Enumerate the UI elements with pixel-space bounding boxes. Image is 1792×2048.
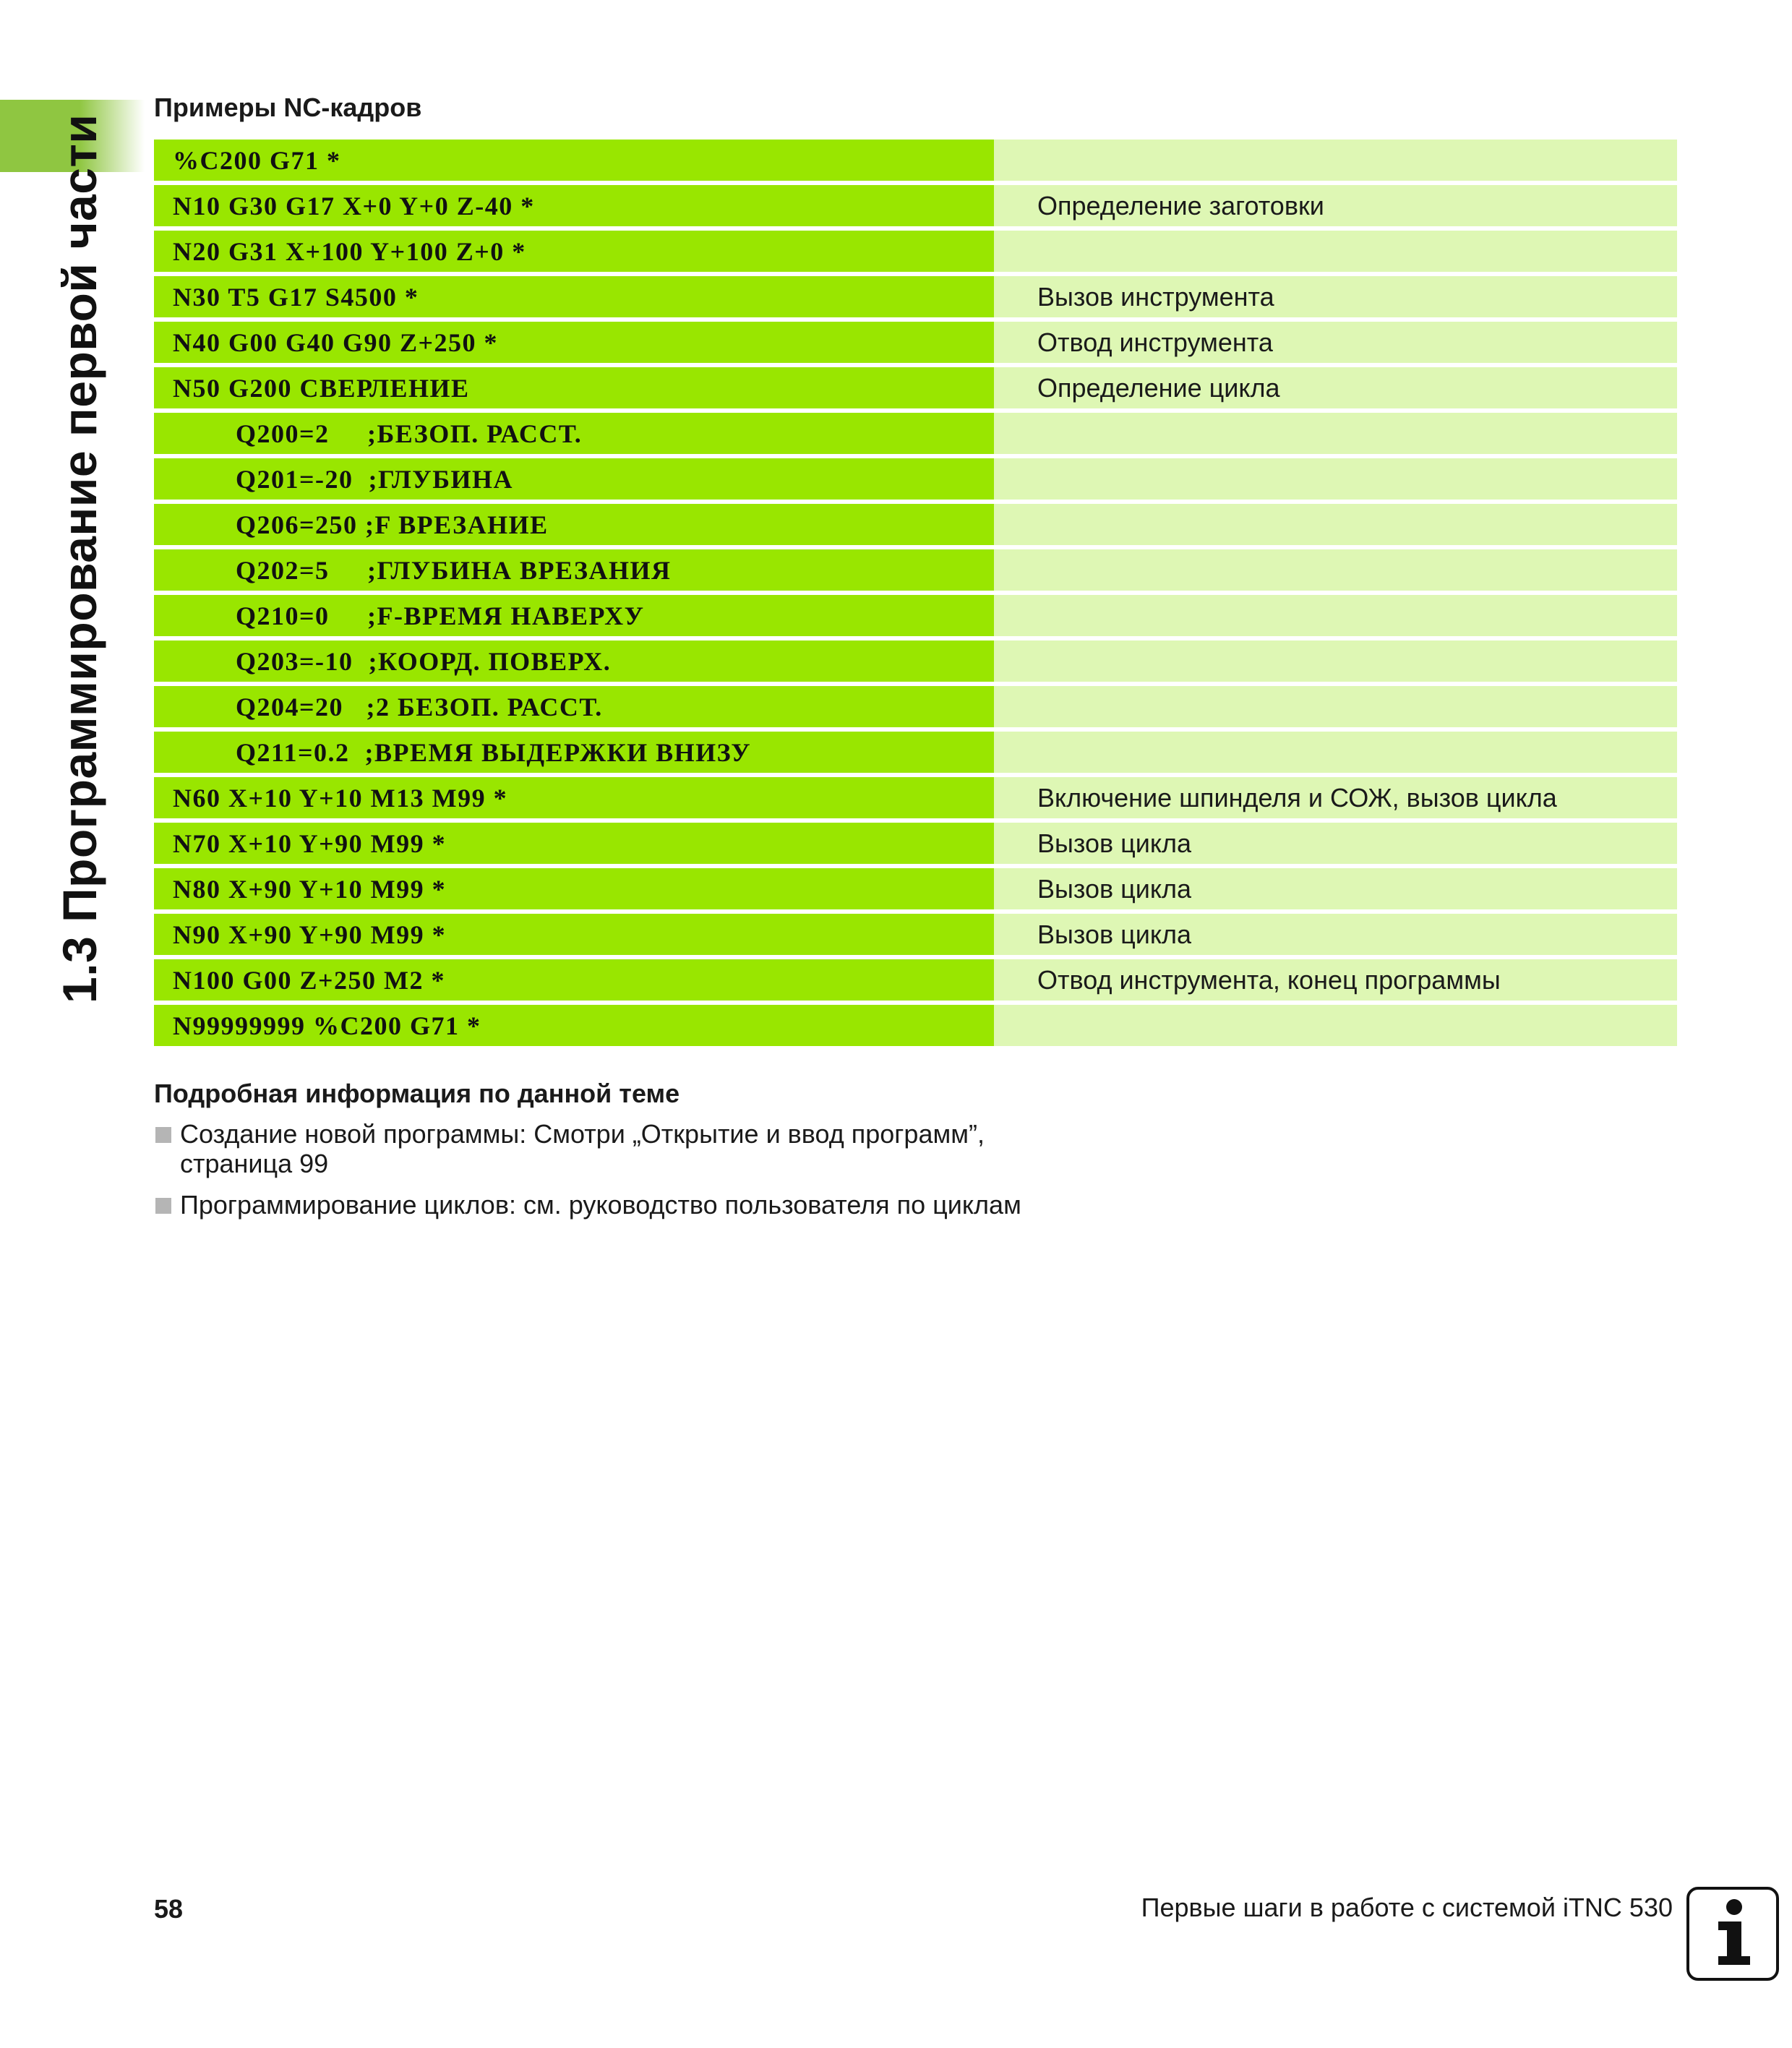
table-row (154, 595, 1677, 636)
nc-comment-cell (994, 504, 1677, 545)
nc-code-cell: N80 X+90 Y+10 M99 * (154, 868, 994, 909)
nc-comment-cell (994, 549, 1677, 591)
nc-comment-cell (994, 458, 1677, 500)
table-row (154, 959, 1677, 1001)
nc-comment-cell: Определение цикла (994, 367, 1677, 408)
nc-code-cell: Q204=20 ;2 БЕЗОП. РАССТ. (154, 686, 994, 727)
table-row (154, 140, 1677, 181)
table-row (154, 549, 1677, 591)
nc-comment-cell (994, 732, 1677, 773)
further-info-list (154, 1119, 1021, 1231)
nc-comment-cell: Включение шпинделя и СОЖ, вызов цикла (994, 777, 1677, 818)
table-row (154, 413, 1677, 454)
nc-comment-cell: Определение заготовки (994, 185, 1677, 226)
nc-code-cell: N70 X+10 Y+90 M99 * (154, 823, 994, 864)
list-item (154, 1190, 1021, 1220)
nc-comment-cell: Вызов цикла (994, 868, 1677, 909)
nc-comment-cell: Отвод инструмента (994, 322, 1677, 363)
nc-comment-cell (994, 640, 1677, 682)
table-row (154, 367, 1677, 408)
list-item-text[interactable]: Создание новой программы: Смотри „Открытие и ввод программ”, страница 99 (180, 1119, 985, 1178)
nc-comment-cell (994, 413, 1677, 454)
section-heading: Примеры NC-кадров (154, 93, 422, 122)
table-row (154, 185, 1677, 226)
nc-code-cell: Q211=0.2 ;ВРЕМЯ ВЫДЕРЖКИ ВНИЗУ (154, 732, 994, 773)
nc-code-cell: N100 G00 Z+250 M2 * (154, 959, 994, 1001)
nc-comment-cell: Вызов цикла (994, 914, 1677, 955)
table-row (154, 868, 1677, 909)
nc-code-cell: N90 X+90 Y+90 M99 * (154, 914, 994, 955)
table-row (154, 914, 1677, 955)
nc-code-cell: N40 G00 G40 G90 Z+250 * (154, 322, 994, 363)
nc-comment-cell (994, 140, 1677, 181)
nc-code-cell: Q201=-20 ;ГЛУБИНА (154, 458, 994, 500)
further-info-heading: Подробная информация по данной теме (154, 1079, 680, 1108)
nc-code-cell: N20 G31 X+100 Y+100 Z+0 * (154, 231, 994, 272)
nc-code-cell: N60 X+10 Y+10 M13 M99 * (154, 777, 994, 818)
nc-comment-cell (994, 231, 1677, 272)
nc-blocks-table (154, 140, 1677, 1050)
nc-code-cell: N99999999 %C200 G71 * (154, 1005, 994, 1046)
info-icon (1686, 1887, 1779, 1981)
nc-comment-cell: Вызов цикла (994, 823, 1677, 864)
table-row (154, 732, 1677, 773)
nc-code-cell: Q210=0 ;F-ВРЕМЯ НАВЕРХУ (154, 595, 994, 636)
chapter-side-title: 1.3 Программирование первой части (53, 113, 106, 1003)
nc-code-cell: Q203=-10 ;КООРД. ПОВЕРХ. (154, 640, 994, 682)
nc-comment-cell: Отвод инструмента, конец программы (994, 959, 1677, 1001)
nc-code-cell: N50 G200 СВЕРЛЕНИЕ (154, 367, 994, 408)
nc-code-cell: Q200=2 ;БЕЗОП. РАССТ. (154, 413, 994, 454)
table-row (154, 458, 1677, 500)
table-row (154, 823, 1677, 864)
table-row (154, 777, 1677, 818)
nc-code-cell: N10 G30 G17 X+0 Y+0 Z-40 * (154, 185, 994, 226)
page-number: 58 (154, 1894, 184, 1924)
nc-code-cell: %C200 G71 * (154, 140, 994, 181)
nc-comment-cell (994, 1005, 1677, 1046)
table-row (154, 322, 1677, 363)
table-row (154, 1005, 1677, 1046)
nc-comment-cell: Вызов инструмента (994, 276, 1677, 317)
table-row (154, 504, 1677, 545)
footer-book-title: Первые шаги в работе с системой iTNC 530 (1141, 1893, 1673, 1922)
nc-code-cell: Q206=250 ;F ВРЕЗАНИЕ (154, 504, 994, 545)
square-bullet-icon (155, 1127, 171, 1143)
table-row (154, 640, 1677, 682)
nc-comment-cell (994, 595, 1677, 636)
table-row (154, 276, 1677, 317)
list-item (154, 1119, 1021, 1178)
nc-comment-cell (994, 686, 1677, 727)
nc-code-cell: N30 T5 G17 S4500 * (154, 276, 994, 317)
table-row (154, 231, 1677, 272)
square-bullet-icon (155, 1198, 171, 1214)
table-row (154, 686, 1677, 727)
list-item-text[interactable]: Программирование циклов: см. руководство пользователя по циклам (180, 1190, 1021, 1220)
nc-code-cell: Q202=5 ;ГЛУБИНА ВРЕЗАНИЯ (154, 549, 994, 591)
